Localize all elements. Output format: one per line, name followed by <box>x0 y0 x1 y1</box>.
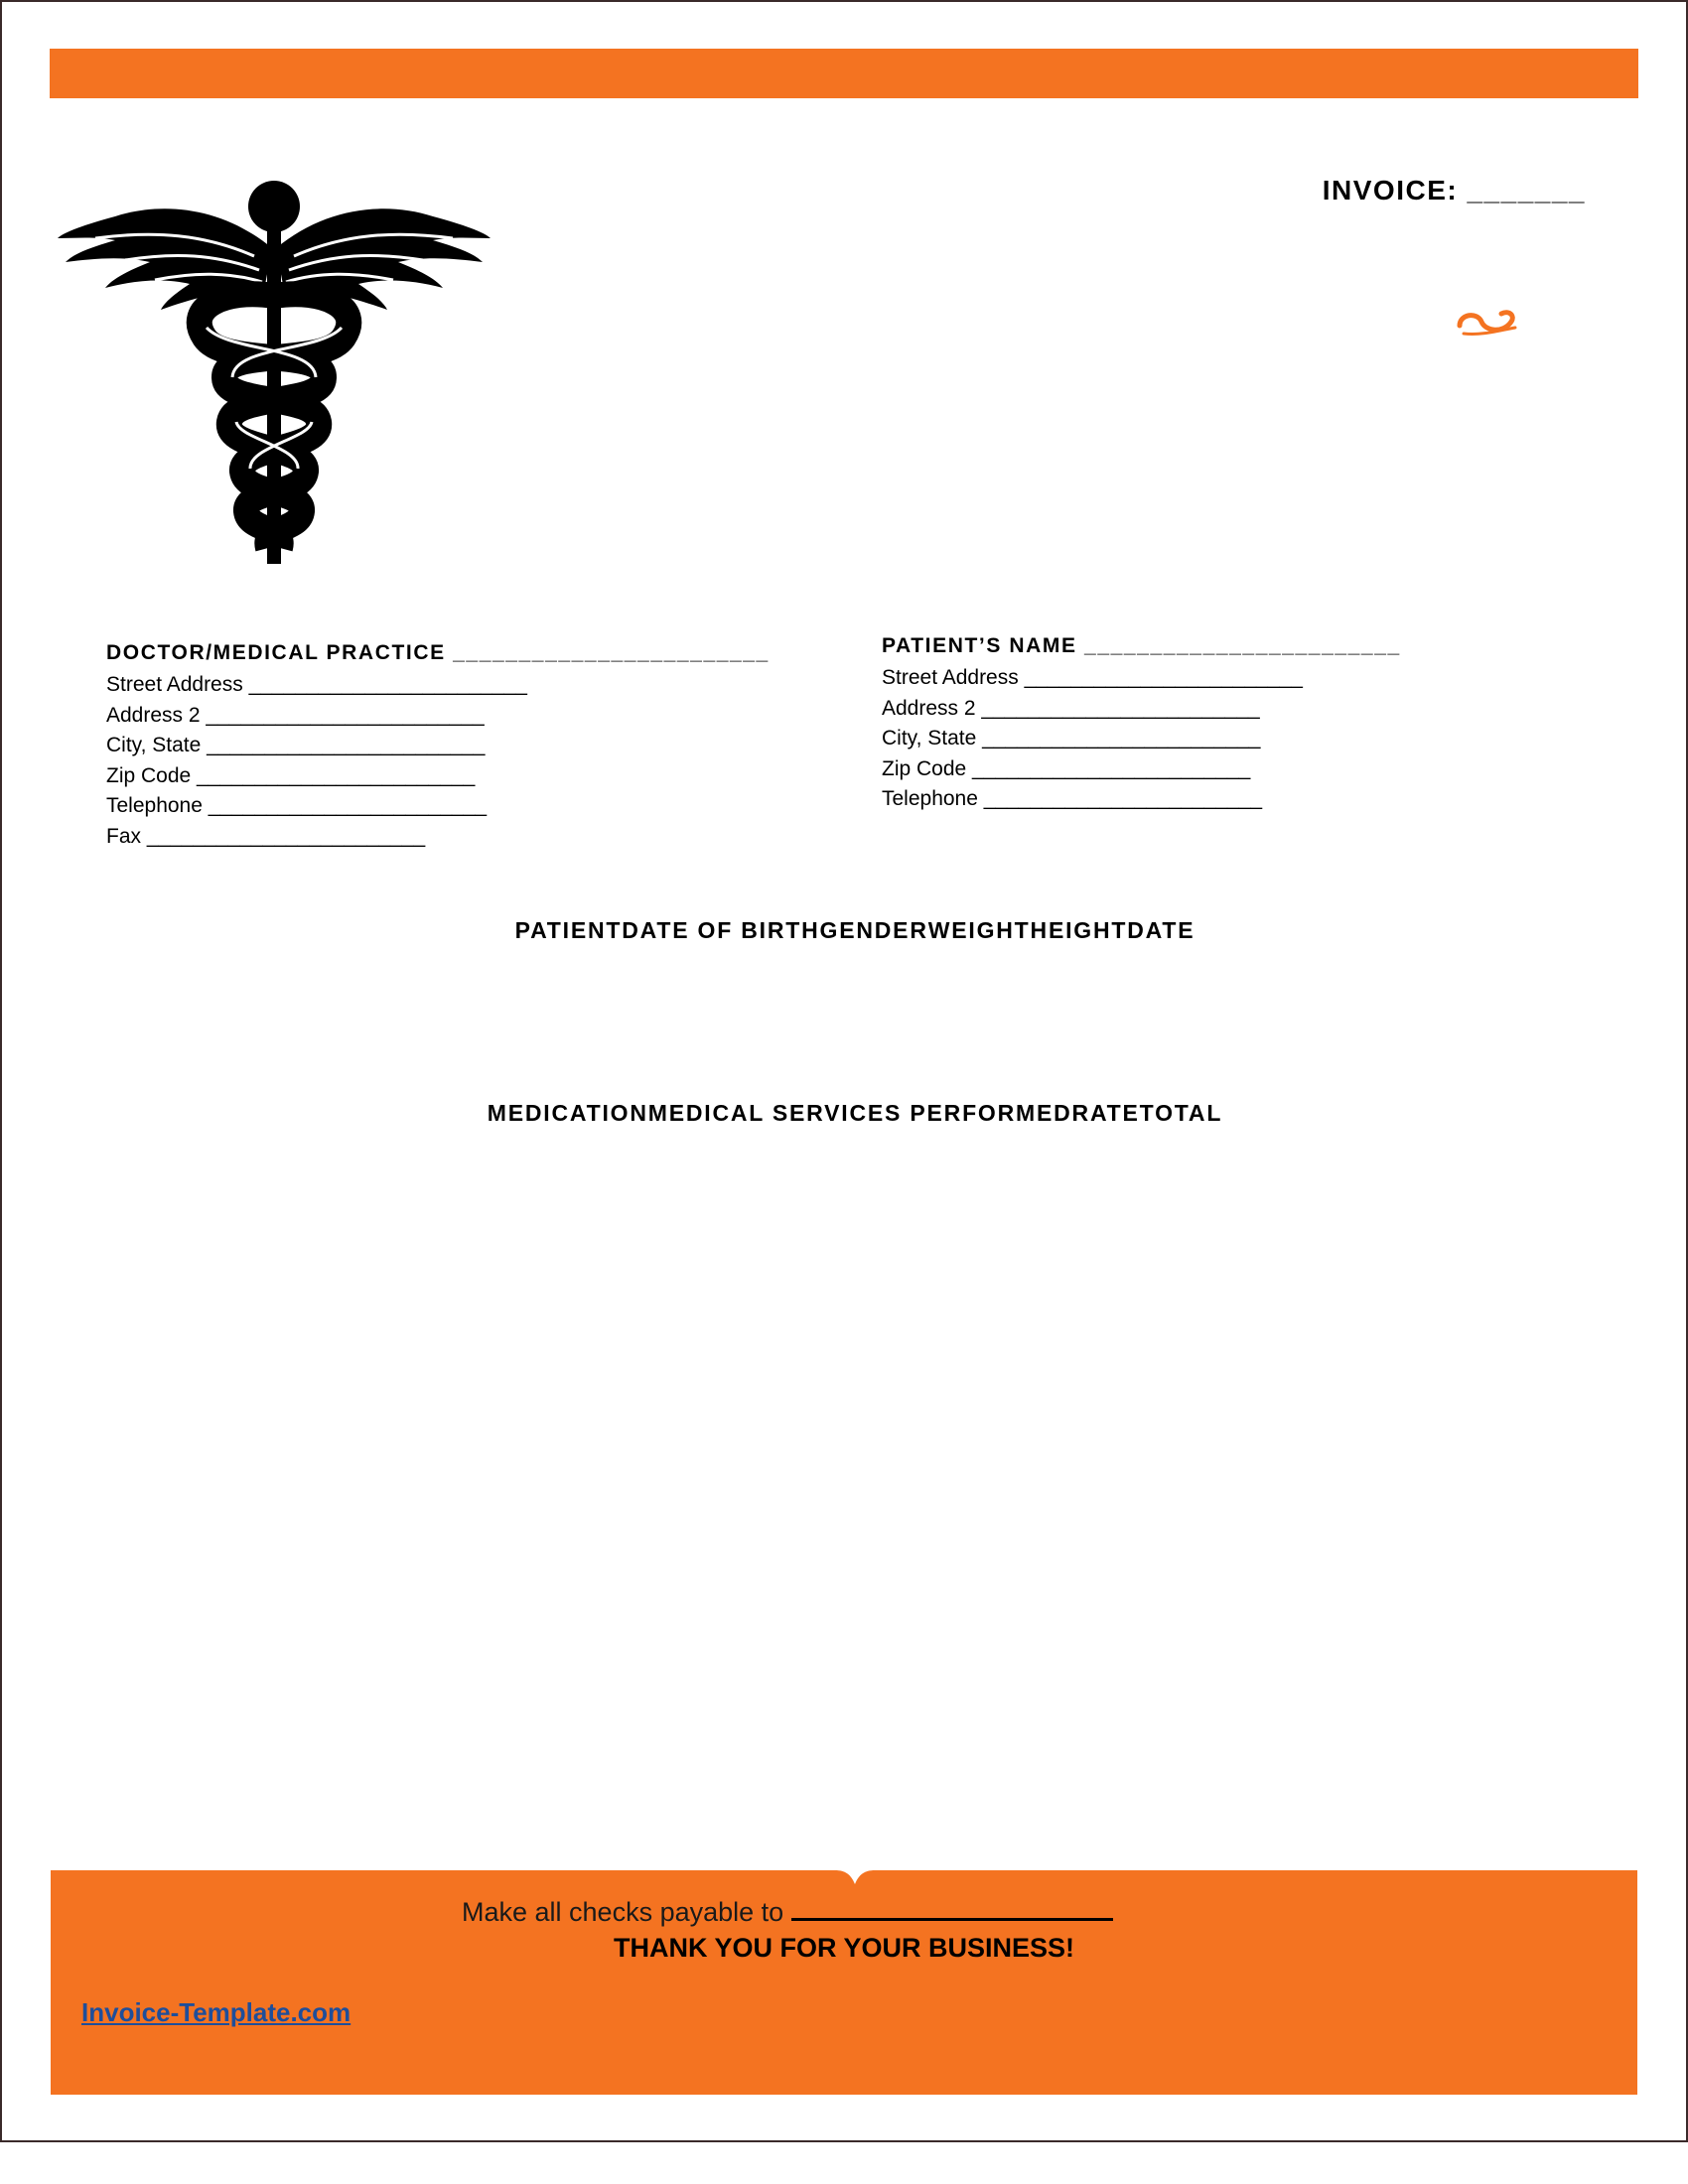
patient-zip-code: Zip Code ________________________ <box>882 756 1251 780</box>
col-gender: GENDER <box>819 917 928 943</box>
patient-table-header <box>11 917 1688 944</box>
col-height: HEIGHT <box>1030 917 1128 943</box>
services-table-header <box>11 1100 1688 1127</box>
thank-you-message: THANK YOU FOR YOUR BUSINESS! <box>613 1933 1075 1963</box>
col-date-of-birth: DATE OF BIRTH <box>622 917 820 943</box>
col-medication: MEDICATION <box>487 1100 648 1126</box>
col-rate: RATE <box>1071 1100 1140 1126</box>
checks-payable-label: Make all checks payable to <box>462 1897 784 1927</box>
patient-city-state: City, State ________________________ <box>882 727 1261 750</box>
doctor-info-block <box>106 641 770 852</box>
doctor-fax: Fax ________________________ <box>106 824 426 848</box>
invoice-template-link[interactable]: Invoice-Template.com <box>81 1997 352 2027</box>
patient-info-block <box>882 634 1401 815</box>
patient-name-heading: PATIENT’S NAME ________________________ <box>882 634 1401 657</box>
doctor-address-2: Address 2 ________________________ <box>106 703 485 727</box>
col-total: TOTAL <box>1139 1100 1223 1126</box>
doctor-street-address: Street Address ________________________ <box>106 673 527 696</box>
col-date: DATE <box>1127 917 1196 943</box>
caduceus-icon <box>56 179 492 571</box>
checks-payable-line <box>462 1896 1113 1928</box>
doctor-telephone: Telephone ________________________ <box>106 794 488 817</box>
patient-street-address: Street Address ________________________ <box>882 666 1303 689</box>
patient-address-2: Address 2 ________________________ <box>882 696 1260 720</box>
doctor-zip-code: Zip Code ________________________ <box>106 763 476 787</box>
col-medical-services: MEDICAL SERVICES PERFORMED <box>647 1100 1072 1126</box>
invoice-number-label: INVOICE: _______ <box>1322 175 1586 205</box>
col-patient: PATIENT <box>514 917 623 943</box>
top-accent-bar <box>50 49 1638 98</box>
payee-blank <box>791 1896 1113 1921</box>
swirl-ornament-icon <box>1456 306 1519 340</box>
doctor-practice-heading: DOCTOR/MEDICAL PRACTICE ________________________ <box>106 641 770 664</box>
col-weight: WEIGHT <box>927 917 1031 943</box>
patient-telephone: Telephone ________________________ <box>882 787 1263 810</box>
doctor-city-state: City, State ________________________ <box>106 734 486 756</box>
